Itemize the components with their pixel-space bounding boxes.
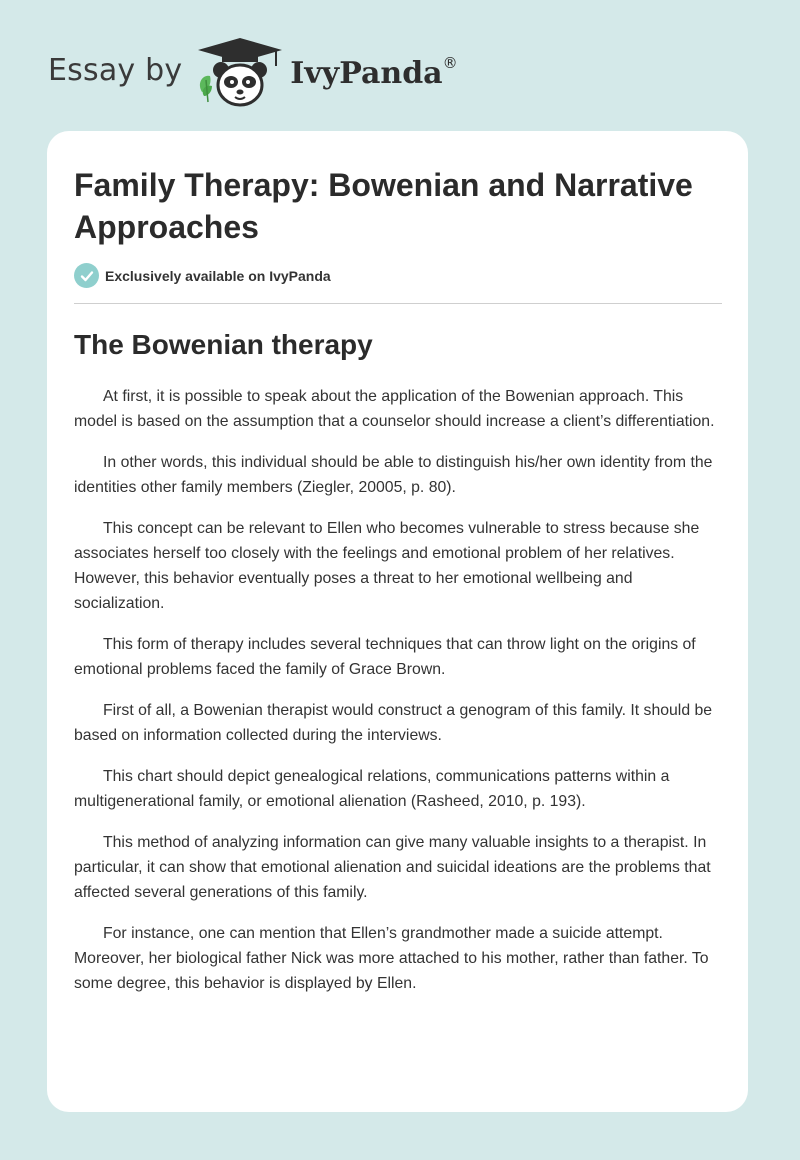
paragraph: This form of therapy includes several techniques that can throw light on the origins of emotional problems faced the family of Grace Brown. [74, 636, 696, 678]
badge-text: Exclusively available on IvyPanda [105, 267, 331, 284]
section-heading: The Bowenian therapy [74, 329, 373, 360]
essay-body [74, 384, 724, 1012]
brand-name[interactable]: IvyPanda® [290, 53, 458, 91]
exclusive-badge [74, 263, 331, 288]
check-icon [74, 263, 99, 288]
brand-prefix: Essay by [48, 52, 183, 88]
paragraph: First of all, a Bowenian therapist would construct a genogram of this family. It should be based on information collected during the interviews. [74, 702, 713, 744]
paragraph: This concept can be relevant to Ellen who becomes vulnerable to stress because she associates herself too closely with the feelings and emotional problem of her relatives. However, this behavior eventually poses a threat to her emotional wellbeing and socialization. [74, 520, 700, 612]
paragraph: This method of analyzing information can give many valuable insights to a therapist. In particular, it can show that emotional alienation and suicidal ideations are the problems that affected several generations of this family. [74, 834, 711, 901]
essay-card [47, 131, 748, 1112]
divider [74, 303, 722, 304]
paragraph: At first, it is possible to speak about the application of the Bowenian approach. This model is based on the assumption that a counselor should increase a client’s differentiation. [74, 388, 715, 430]
panda-logo-icon [196, 36, 284, 108]
page-title: Family Therapy: Bowenian and Narrative Approaches [74, 167, 693, 245]
paragraph: This chart should depict genealogical relations, communications patterns within a multigenerational family, or emotional alienation (Rasheed, 2010, p. 193). [74, 768, 670, 810]
paragraph: For instance, one can mention that Ellen’s grandmother made a suicide attempt. Moreover, her biological father Nick was more attached to his mother, rather than father. To some degree, this behavior is displayed by Ellen. [74, 925, 709, 992]
paragraph: In other words, this individual should be able to distinguish his/her own identity from the identities other family members (Ziegler, 20005, p. 80). [74, 454, 713, 496]
brand-header [48, 36, 458, 108]
